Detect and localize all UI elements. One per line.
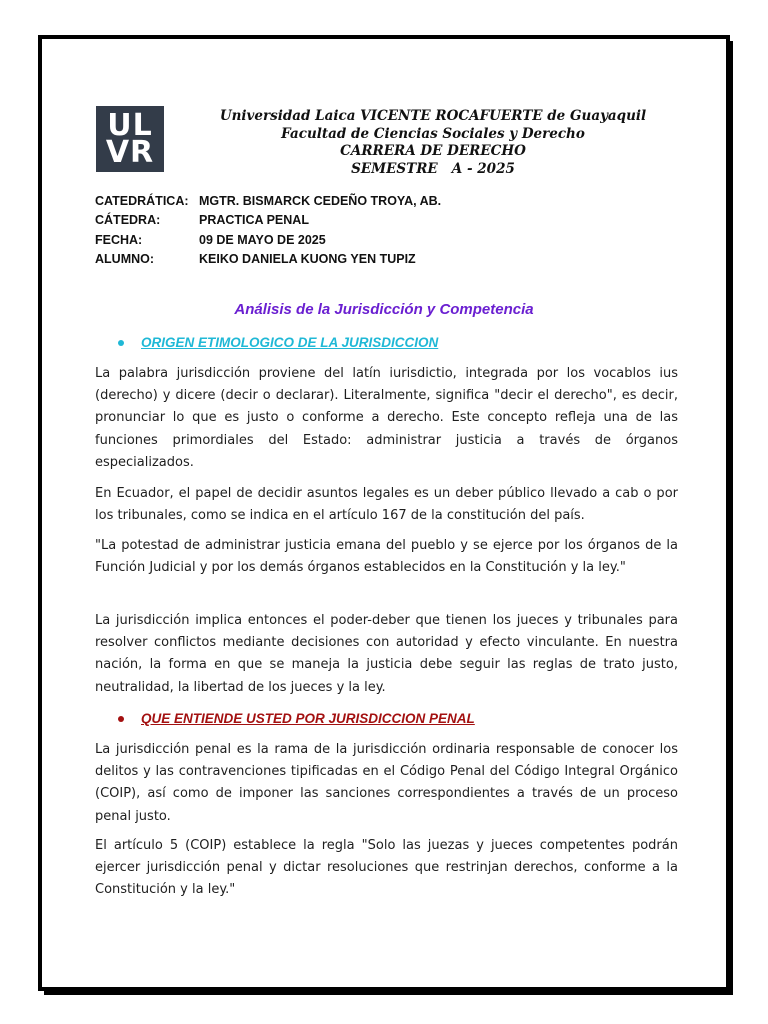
info-row-date	[95, 233, 655, 252]
info-label: ALUMNO:	[95, 251, 155, 266]
section-heading-text: QUE ENTIENDE USTED POR JURISDICCION PENAL	[141, 711, 475, 726]
semester-label: SEMESTRE A - 2025	[351, 160, 515, 177]
logo-line-1: UL	[107, 108, 153, 143]
course-info	[95, 194, 655, 271]
paragraph: En Ecuador, el papel de decidir asuntos legales es un deber público llevado a cab o por los tribunales, como se indica en el artículo 167 de la constitución del país.	[95, 486, 678, 524]
info-label: CATEDRÁTICA:	[95, 194, 189, 208]
info-row-student	[95, 252, 655, 271]
info-value: MGTR. BISMARCK CEDEÑO TROYA, AB.	[199, 194, 442, 208]
bullet-icon	[118, 340, 124, 346]
paragraph: La jurisdicción implica entonces el poder-deber que tienen los jueces y tribunales para resolver conflictos mediante decisiones con autoridad y efecto vinculante. En nuestra nación, la forma en que se maneja la justicia debe seguir las reglas de trato justo, neutralidad, la libertad de los jueces y la ley.	[95, 613, 678, 695]
career-name: CARRERA DE DERECHO	[340, 143, 526, 159]
info-value: 09 DE MAYO DE 2025	[199, 232, 326, 247]
paragraph: La jurisdicción penal es la rama de la jurisdicción ordinaria responsable de conocer los delitos y las contravenciones tipificadas en el Código Penal del Código Integral Orgánico (COIP), así como de imponer las sanciones correspondientes a través de un proceso penal justo.	[95, 742, 678, 824]
info-label: CÁTEDRA:	[95, 213, 161, 228]
bullet-icon	[118, 716, 124, 722]
quote-paragraph: "La potestad de administrar justicia emana del pueblo y se ejerce por los órganos de la Función Judicial y por los demás órganos establecidos en la Constitución y la ley."	[95, 538, 678, 576]
info-label: FECHA:	[95, 232, 143, 247]
info-row-professor	[95, 194, 655, 213]
info-value: KEIKO DANIELA KUONG YEN TUPIZ	[199, 251, 416, 266]
paragraph: El artículo 5 (COIP) establece la regla "Solo las juezas y jueces competentes podrán ejercer jurisdicción penal y dictar resoluciones que restrinjan derechos, conforme a la Constitución y la ley."	[95, 838, 678, 898]
info-value: PRACTICA PENAL	[199, 213, 309, 228]
document-title: Análisis de la Jurisdicción y Competencia	[234, 301, 534, 318]
section-heading-penal-jurisdiction	[118, 711, 475, 726]
university-name: Universidad Laica VICENTE ROCAFUERTE de Guayaquil	[219, 108, 647, 124]
document-page	[38, 35, 730, 991]
info-row-course	[95, 213, 655, 232]
logo-line-2: VR	[105, 135, 155, 170]
document-header	[182, 108, 684, 178]
section-heading-etymology	[118, 335, 438, 350]
section-heading-text: ORIGEN ETIMOLOGICO DE LA JURISDICCION	[141, 335, 439, 350]
faculty-name: Facultad de Ciencias Sociales y Derecho	[281, 125, 585, 142]
ulvr-logo	[96, 106, 164, 172]
paragraph: La palabra jurisdicción proviene del latín iurisdictio, integrada por los vocablos ius (derecho) y dicere (decir o declarar). Literalmente, significa "decir el derecho", es decir, pronunciar lo que es justo o conforme a derecho. Este concepto refleja una de las funciones primordiales del Estado: administrar justicia a través de órganos especializados.	[95, 366, 678, 470]
